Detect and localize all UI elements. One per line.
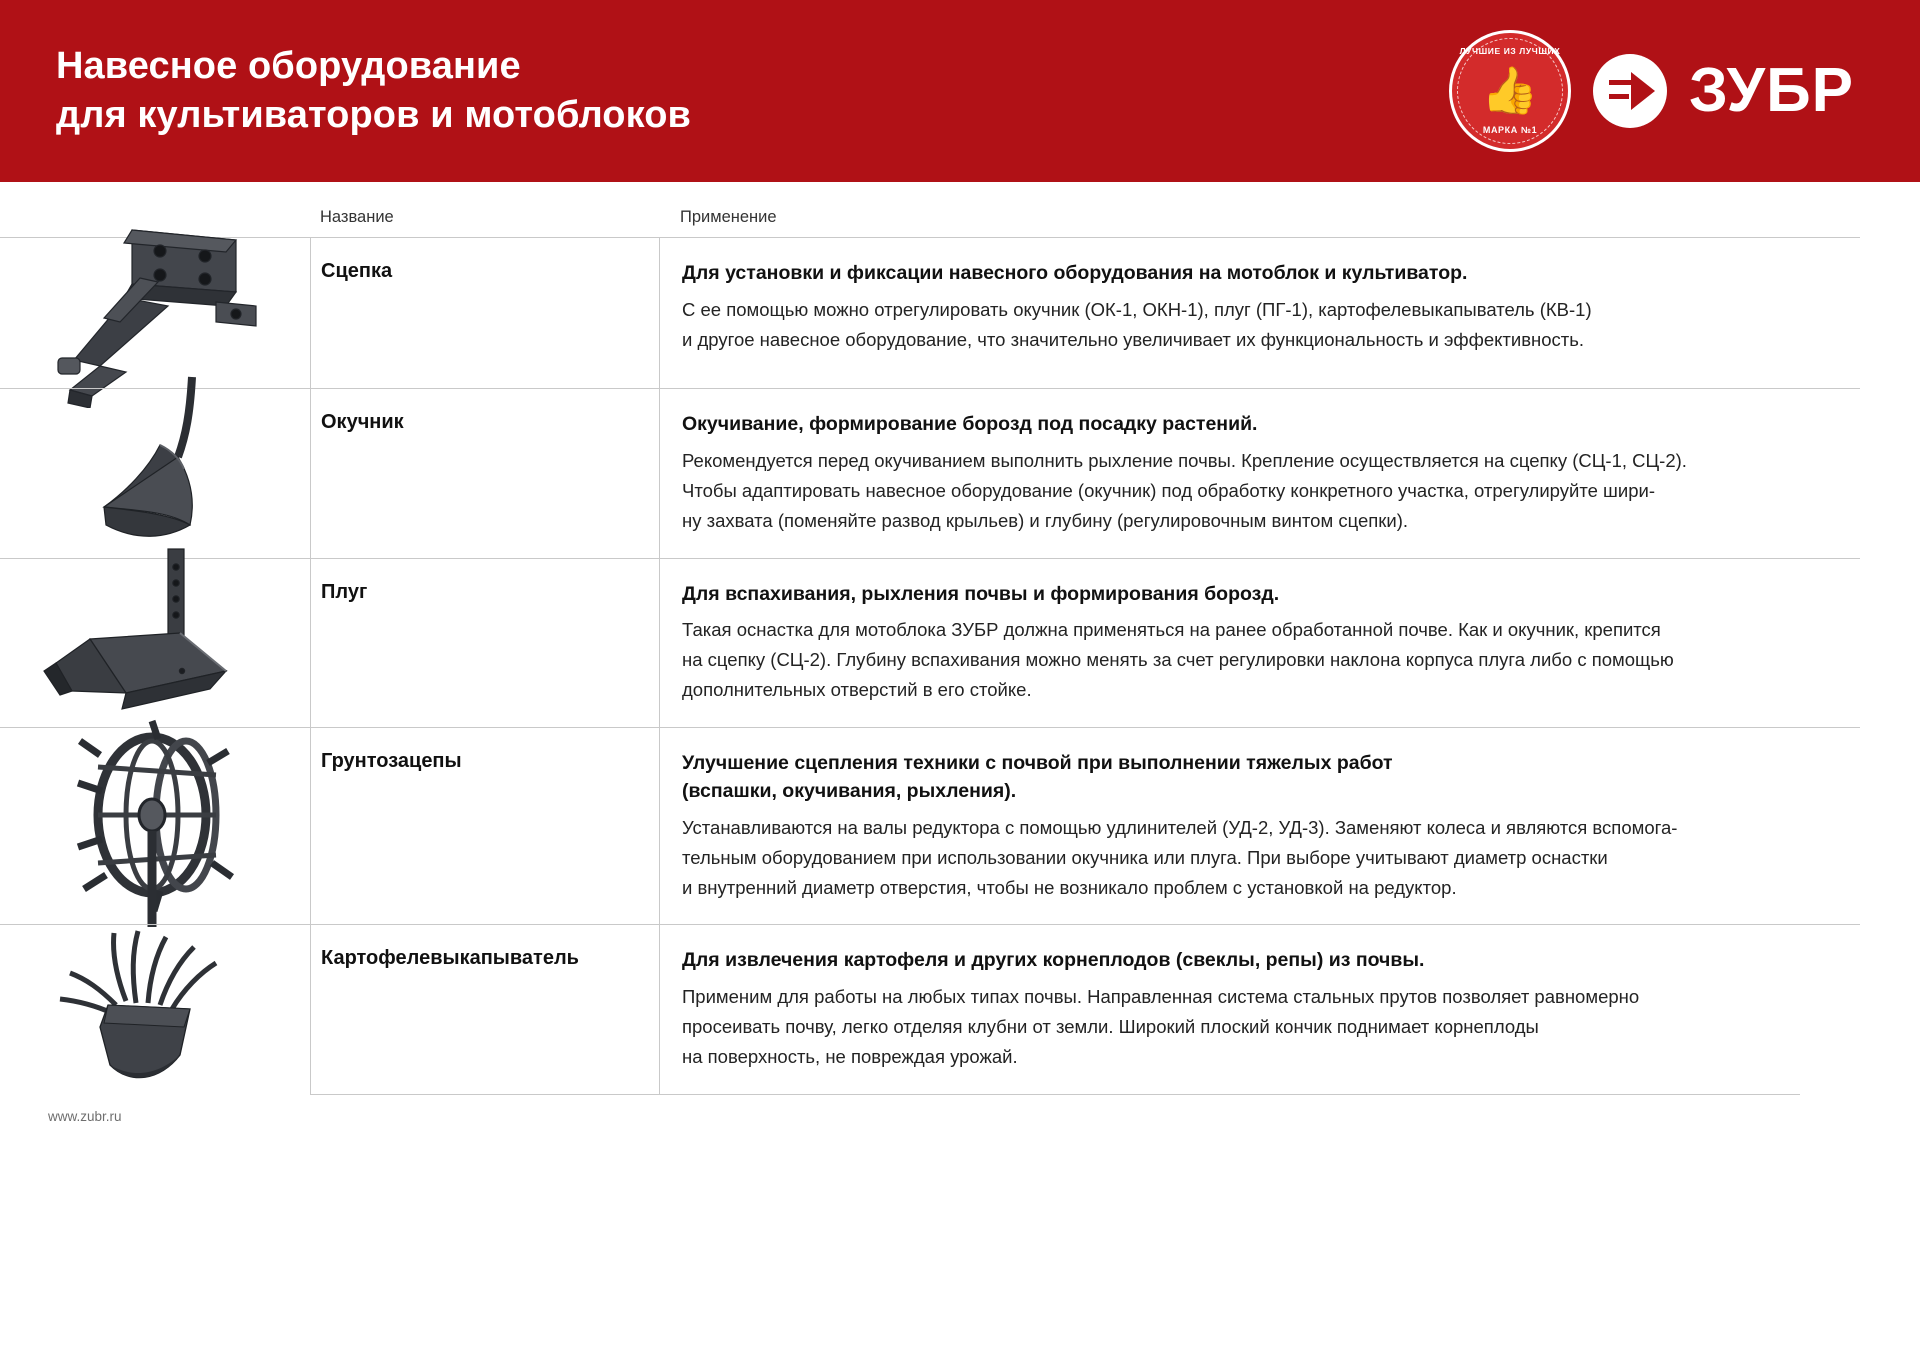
lugs-wheel-illustration: [0, 728, 310, 924]
row-name: Сцепка: [310, 238, 660, 388]
row-use-title: Для установки и фиксации навесного оборудования на мотоблок и культиватор.: [682, 262, 1468, 284]
row-use-title: Для вспахивания, рыхления почвы и формирования борозд.: [682, 582, 1280, 605]
header-image-column: [0, 208, 310, 227]
brand-name: ЗУБР: [1689, 56, 1854, 125]
row-use-cell: [660, 238, 1860, 377]
row-use-body: С ее помощью можно отрегулировать окучник (ОК-1, ОКН-1), плуг (ПГ-1), картофелевыкапыватель (КВ-1) и другое навесное оборудование, что значительно увеличивает их функциональность и эффективность.: [682, 298, 1592, 350]
row-use-title: Для извлечения картофеля и других корнеплодов (свеклы, репы) из почвы.: [682, 949, 1425, 972]
row-use-title: Улучшение сцепления техники с почвой при выполнении тяжелых работ (вспашки, окучивания, рыхления).: [682, 752, 1393, 802]
seal-top-label: ЛУЧШИЕ ИЗ ЛУЧШИХ: [1459, 46, 1561, 56]
thumbs-up-icon: 👍: [1481, 64, 1539, 116]
zubr-arrow-icon: [1593, 54, 1667, 128]
page-title-line-1: Навесное оборудование: [56, 45, 521, 88]
row-name: Плуг: [310, 559, 660, 728]
seal-bottom-label: МАРКА №1: [1482, 125, 1538, 135]
plough-illustration: [0, 559, 310, 728]
row-image-cell: [0, 925, 310, 1094]
row-use-cell: [660, 559, 1860, 728]
table-row: [0, 727, 1860, 924]
row-name: Окучник: [310, 389, 660, 558]
table-row: [0, 924, 1860, 1094]
footer: [0, 1095, 1920, 1124]
potato-digger-illustration: [0, 925, 310, 1094]
row-use-body: Применим для работы на любых типах почвы. Направленная система стальных прутов позволяет равномерно просеивать почву, легко отделяя клубни от земли. Широкий плоский кончик поднимает корнеплоды на поверхность, не повреждая урожай.: [682, 986, 1640, 1068]
table-header-row: [0, 182, 1860, 237]
table-row: [0, 237, 1860, 388]
row-name: Грунтозацепы: [310, 728, 660, 924]
best-of-the-best-seal-icon: [1449, 30, 1571, 152]
row-use-cell: [660, 925, 1860, 1094]
website-url[interactable]: www.zubr.ru: [48, 1109, 122, 1125]
content-sheet: [0, 182, 1920, 1124]
row-use-cell: [660, 728, 1860, 924]
hitch-illustration: [0, 238, 310, 388]
row-name: Картофелевыкапыватель: [310, 925, 660, 1094]
page-title: [56, 42, 691, 139]
table-row: [0, 558, 1860, 728]
page-header: [0, 0, 1920, 182]
header-use-column: Применение: [680, 208, 777, 226]
header-name-column: Название: [320, 208, 394, 226]
table-row: [0, 388, 1860, 558]
row-use-cell: [660, 389, 1860, 558]
hiller-illustration: [0, 389, 310, 558]
equipment-table: [0, 182, 1920, 1095]
row-use-title: Окучивание, формирование борозд под посадку растений.: [682, 413, 1258, 435]
row-use-body: Рекомендуется перед окучиванием выполнить рыхление почвы. Крепление осуществляется на сцепку (СЦ-1, СЦ-2). Чтобы адаптировать навесное оборудование (окучник) под обработку конкретного участка, отрегулируйте шири- ну захвата (поменяйте развод крыльев) и глубину (регулировочным винтом сцепки).: [682, 449, 1687, 531]
row-image-cell: [0, 389, 310, 558]
page-title-line-2: для культиваторов и мотоблоков: [56, 94, 692, 136]
row-use-body: Устанавливаются на валы редуктора с помощью удлинителей (УД-2, УД-3). Заменяют колеса и являются вспомога- тельным оборудованием при использовании окучника или плуга. При выборе учитывают диаметр оснастки и внутренний диаметр отверстия, чтобы не возникало проблем с установкой на редуктор.: [682, 816, 1678, 898]
row-image-cell: [0, 238, 310, 388]
brand-logo: [1449, 30, 1864, 152]
row-image-cell: [0, 728, 310, 924]
row-image-cell: [0, 559, 310, 728]
row-use-body: Такая оснастка для мотоблока ЗУБР должна применяться на ранее обработанной почве. Как и окучник, крепится на сцепку (СЦ-2). Глубину вспахивания можно менять за счет регулировки наклона корпуса плуга либо с помощью дополнительных отверстий в его стойке.: [682, 619, 1674, 701]
